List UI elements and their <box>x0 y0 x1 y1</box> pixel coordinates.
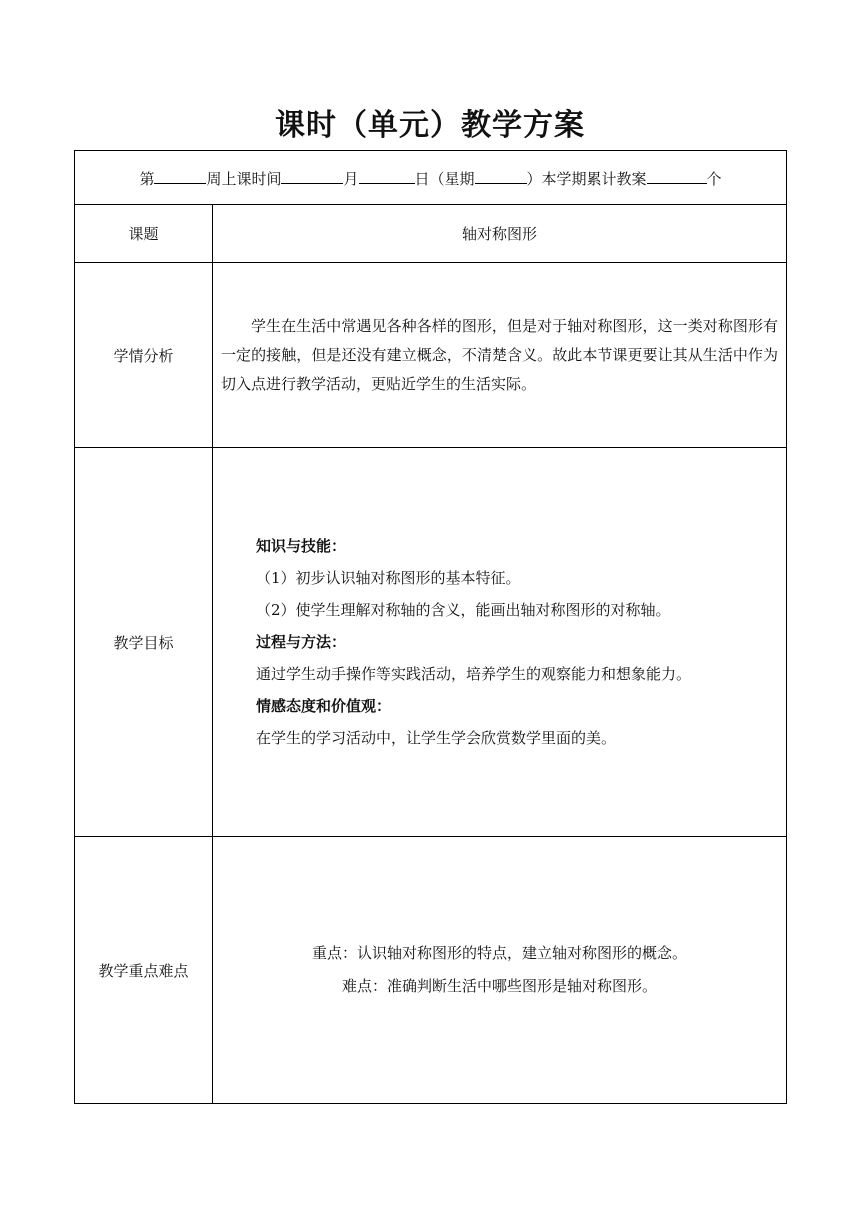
day-label: 日（星期 <box>414 170 475 188</box>
topic-value: 轴对称图形 <box>213 205 787 263</box>
week-prefix: 第 <box>139 170 155 188</box>
schedule-row <box>75 151 787 205</box>
analysis-label: 学情分析 <box>75 263 213 448</box>
process-heading: 过程与方法： <box>256 633 347 651</box>
analysis-text: 学生在生活中常遇见各种各样的图形，但是对于轴对称图形，这一类对称图形有一定的接触，但是还没有建立概念，不清楚含义。故此本节课更要让其从生活中作为切入点进行教学活动，更贴近学生的生活实际。 <box>221 316 778 393</box>
schedule-line <box>75 151 787 205</box>
count-unit: 个 <box>706 170 722 188</box>
week-suffix: 周上课时间 <box>206 170 282 188</box>
cumulative-label: ）本学期累计教案 <box>526 170 647 188</box>
objectives-content <box>213 530 786 754</box>
knowledge-item-2: （2）使学生理解对称轴的含义，能画出轴对称图形的对称轴。 <box>256 601 671 619</box>
objectives-row <box>75 448 787 837</box>
key-points-content <box>213 937 786 1003</box>
key-points-row <box>75 837 787 1104</box>
objectives-cell <box>213 448 787 837</box>
knowledge-item-1: （1）初步认识轴对称图形的基本特征。 <box>256 569 521 587</box>
month-label: 月 <box>343 170 359 188</box>
knowledge-heading: 知识与技能： <box>256 537 347 555</box>
objectives-label: 教学目标 <box>75 448 213 837</box>
difficulty-text: 难点：准确判断生活中哪些图形是轴对称图形。 <box>341 977 657 995</box>
attitude-text: 在学生的学习活动中，让学生学会欣赏数学里面的美。 <box>256 729 617 747</box>
focus-text: 重点：认识轴对称图形的特点，建立轴对称图形的概念。 <box>311 944 687 962</box>
count-blank[interactable] <box>647 166 707 184</box>
topic-row <box>75 205 787 263</box>
page-title: 课时（单元）教学方案 <box>275 108 585 143</box>
lesson-plan-table <box>74 150 787 1104</box>
process-text: 通过学生动手操作等实践活动，培养学生的观察能力和想象能力。 <box>256 665 692 683</box>
month-blank[interactable] <box>359 166 415 184</box>
key-points-cell <box>213 837 787 1104</box>
date-blank[interactable] <box>281 166 343 184</box>
analysis-row <box>75 263 787 448</box>
analysis-cell <box>213 263 787 448</box>
week-blank[interactable] <box>154 166 206 184</box>
attitude-heading: 情感态度和价值观： <box>256 697 392 715</box>
weekday-blank[interactable] <box>475 166 527 184</box>
key-points-label: 教学重点难点 <box>75 837 213 1104</box>
topic-label: 课题 <box>75 205 213 263</box>
